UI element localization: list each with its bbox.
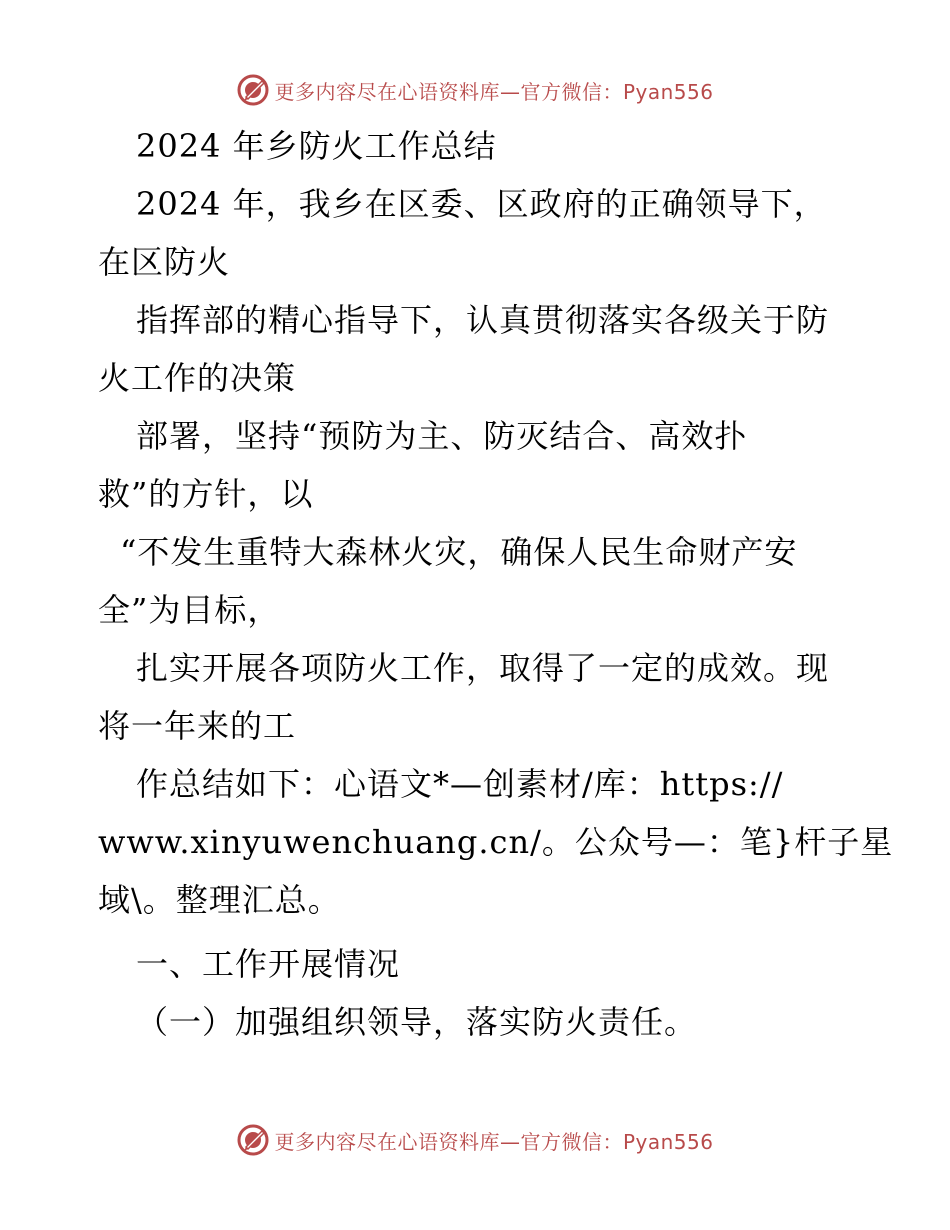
- watermark-text: 更多内容尽在心语资料库—官方微信：Pyan556: [274, 79, 714, 104]
- pen-logo-icon: [236, 1123, 270, 1157]
- paragraph-line: 救”的方针，以: [98, 475, 314, 513]
- subsection-heading: （一）加强组织领导，落实防火责任。: [136, 1003, 698, 1041]
- paragraph-line: “不发生重特大森林火灾，确保人民生命财产安: [120, 533, 798, 571]
- watermark-footer: [0, 1120, 950, 1160]
- paragraph-line: 在区防火: [98, 243, 231, 281]
- section-heading: 一、工作开展情况: [136, 945, 401, 983]
- document-title: 2024 年乡防火工作总结: [136, 127, 497, 165]
- paragraph-line: 指挥部的精心指导下，认真贯彻落实各级关于防: [136, 301, 830, 339]
- paragraph-line: 2024 年，我乡在区委、区政府的正确领导下，: [136, 185, 827, 223]
- watermark-text: 更多内容尽在心语资料库—官方微信：Pyan556: [274, 1129, 714, 1154]
- watermark-header: [0, 70, 950, 110]
- paragraph-line: 火工作的决策: [98, 359, 297, 397]
- paragraph-line: 将一年来的工: [98, 707, 297, 745]
- pen-logo-icon: [236, 73, 270, 107]
- paragraph-line: 域\。整理汇总。: [98, 881, 341, 919]
- paragraph-line: 扎实开展各项防火工作，取得了一定的成效。现: [136, 649, 830, 687]
- paragraph-line: www.xinyuwenchuang.cn/。公众号—：笔}杆子星: [98, 823, 894, 861]
- paragraph-line: 作总结如下：心语文*—创素材/库：https://: [136, 765, 784, 803]
- paragraph-line: 部署，坚持“预防为主、防灭结合、高效扑: [136, 417, 748, 455]
- paragraph-line: 全”为目标，: [98, 591, 281, 629]
